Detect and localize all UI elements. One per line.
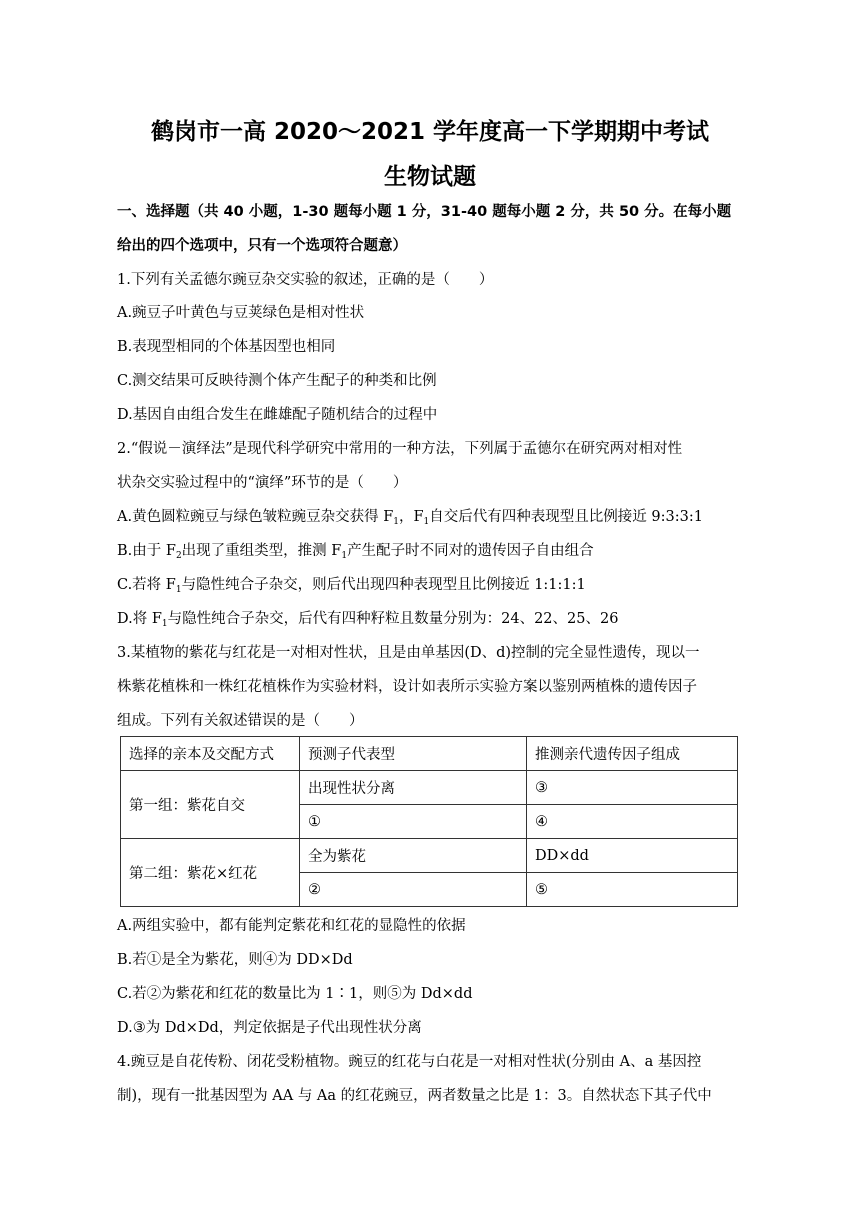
q1-option-a: A.豌豆子叶黄色与豆荚绿色是相对性状	[117, 305, 365, 321]
q1-stem: 1.下列有关孟德尔豌豆杂交实验的叙述，正确的是（ ）	[117, 272, 494, 288]
table-cell: ①	[300, 805, 527, 839]
q2-c-text1: C.若将 F	[117, 577, 176, 593]
q3-experiment-table	[120, 736, 738, 907]
table-cell: ③	[527, 771, 738, 805]
q3-option-a: A.两组实验中，都有能判定紫花和红花的显隐性的依据	[117, 918, 466, 934]
q2-b-text2: 出现了重组类型，推测 F	[181, 543, 342, 559]
table-cell: 全为紫花	[300, 839, 527, 873]
table-cell: DD×dd	[527, 839, 738, 873]
q1-option-b: B.表现型相同的个体基因型也相同	[117, 339, 336, 355]
section-heading-line2: 给出的四个选项中，只有一个选项符合题意）	[117, 238, 407, 254]
q3-option-d: D.③为 Dd×Dd，判定依据是子代出现性状分离	[117, 1020, 422, 1036]
q2-a-sub2: 1	[423, 517, 430, 527]
q2-stem-line2: 状杂交实验过程中的“演绎”环节的是（ ）	[117, 475, 408, 491]
q3-option-c: C.若②为紫花和红花的数量比为 1∶1，则⑤为 Dd×dd	[117, 986, 473, 1002]
table-group-cell: 第二组：紫花×红花	[121, 839, 300, 907]
table-header-cell: 选择的亲本及交配方式	[121, 737, 300, 771]
q2-c-text2: 与隐性纯合子杂交，则后代出现四种表现型且比例接近 1:1:1:1	[181, 577, 586, 593]
q3-stem-line1: 3.某植物的紫花与红花是一对相对性状，且是由单基因(D、d)控制的完全显性遗传，现以一	[117, 645, 700, 661]
q2-b-sub2: 1	[341, 551, 348, 561]
q4-stem-line2: 制)，现有一批基因型为 AA 与 Aa 的红花豌豆，两者数量之比是 1：3。自然状态下其子代中	[117, 1088, 712, 1104]
q2-option-c	[117, 575, 747, 595]
q2-option-b	[117, 541, 747, 561]
table-header-cell: 推测亲代遗传因子组成	[527, 737, 738, 771]
q2-c-sub: 1	[175, 585, 182, 595]
table-cell: ④	[527, 805, 738, 839]
table-cell: ⑤	[527, 873, 738, 907]
q1-option-d: D.基因自由组合发生在雌雄配子随机结合的过程中	[117, 407, 438, 423]
q2-d-text2: 与隐性纯合子杂交，后代有四种籽粒且数量分别为：24、22、25、26	[167, 611, 619, 627]
q3-option-b: B.若①是全为紫花，则④为 DD×Dd	[117, 952, 353, 968]
table-row	[121, 771, 738, 805]
table-header-cell: 预测子代表型	[300, 737, 527, 771]
q3-stem-line3: 组成。下列有关叙述错误的是（ ）	[117, 713, 364, 729]
q2-option-d	[117, 609, 747, 629]
q2-b-sub1: 2	[175, 551, 182, 561]
q2-a-text2: ，F	[398, 509, 424, 525]
table-cell: 出现性状分离	[300, 771, 527, 805]
q2-stem-line1: 2.“假说－演绎法”是现代科学研究中常用的一种方法，下列属于孟德尔在研究两对相对性	[117, 441, 683, 457]
exam-subject: 生物试题	[384, 164, 476, 190]
exam-title: 鹤岗市一高 2020～2021 学年度高一下学期期中考试	[150, 119, 710, 145]
section-heading-line1: 一、选择题（共 40 小题，1-30 题每小题 1 分，31-40 题每小题 2 分，共 50 分。在每小题	[117, 204, 732, 220]
q2-d-sub: 1	[161, 619, 168, 629]
table-row	[121, 839, 738, 873]
q2-b-text3: 产生配子时不同对的遗传因子自由组合	[347, 543, 594, 559]
q2-a-sub1: 1	[393, 517, 399, 527]
q1-option-c: C.测交结果可反映待测个体产生配子的种类和比例	[117, 373, 437, 389]
q3-stem-line2: 株紫花植株和一株红花植株作为实验材料，设计如表所示实验方案以鉴别两植株的遗传因子	[117, 679, 697, 695]
q2-b-text1: B.由于 F	[117, 543, 176, 559]
table-cell: ②	[300, 873, 527, 907]
q2-a-text1: A.黄色圆粒豌豆与绿色皱粒豌豆杂交获得 F	[117, 509, 394, 525]
q2-a-text3: 自交后代有四种表现型且比例接近 9:3:3:1	[429, 509, 703, 525]
q4-stem-line1: 4.豌豆是自花传粉、闭花受粉植物。豌豆的红花与白花是一对相对性状(分别由 A、a 基因控	[117, 1054, 702, 1070]
q2-option-a	[117, 507, 747, 527]
table-group-cell: 第一组：紫花自交	[121, 771, 300, 839]
table-header-row	[121, 737, 738, 771]
q2-d-text1: D.将 F	[117, 611, 162, 627]
